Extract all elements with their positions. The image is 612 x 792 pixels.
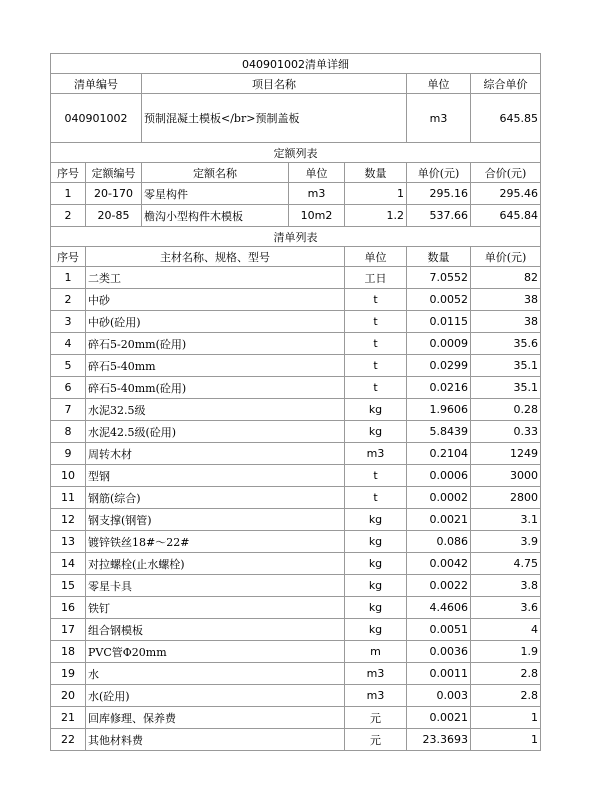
material-name: 水	[86, 663, 345, 685]
material-unit: 工日	[345, 267, 407, 289]
material-price: 38	[471, 289, 541, 311]
material-qty: 0.086	[407, 531, 471, 553]
material-idx: 13	[51, 531, 86, 553]
material-price: 1.9	[471, 641, 541, 663]
material-row	[51, 619, 541, 641]
quota-header-name: 定额名称	[142, 163, 289, 183]
table-body	[51, 54, 541, 751]
quota-unit: 10m2	[289, 205, 345, 227]
quota-row	[51, 183, 541, 205]
material-qty: 0.0036	[407, 641, 471, 663]
material-price: 35.6	[471, 333, 541, 355]
header-price: 综合单价	[471, 74, 541, 94]
material-qty: 0.0115	[407, 311, 471, 333]
material-idx: 21	[51, 707, 86, 729]
material-unit: t	[345, 465, 407, 487]
material-price: 3.1	[471, 509, 541, 531]
material-row	[51, 531, 541, 553]
material-price: 4.75	[471, 553, 541, 575]
material-section-row	[51, 227, 541, 247]
quota-total: 295.46	[471, 183, 541, 205]
material-idx: 19	[51, 663, 86, 685]
material-row	[51, 575, 541, 597]
material-qty: 0.2104	[407, 443, 471, 465]
material-unit: t	[345, 311, 407, 333]
material-qty: 4.4606	[407, 597, 471, 619]
material-name: 水泥32.5级	[86, 399, 345, 421]
header-name: 项目名称	[142, 74, 407, 94]
material-unit: kg	[345, 597, 407, 619]
item-code: 040901002	[51, 94, 142, 143]
material-price: 1249	[471, 443, 541, 465]
material-price: 2.8	[471, 685, 541, 707]
material-name: 周转木材	[86, 443, 345, 465]
material-idx: 15	[51, 575, 86, 597]
material-idx: 14	[51, 553, 86, 575]
material-unit: kg	[345, 509, 407, 531]
quota-row	[51, 205, 541, 227]
material-name: 水泥42.5级(砼用)	[86, 421, 345, 443]
quota-header-price: 单价(元)	[407, 163, 471, 183]
material-row	[51, 663, 541, 685]
material-name: PVC管Φ20mm	[86, 641, 345, 663]
title-row	[51, 54, 541, 74]
material-idx: 7	[51, 399, 86, 421]
material-unit: m3	[345, 443, 407, 465]
material-qty: 5.8439	[407, 421, 471, 443]
material-name: 对拉螺栓(止水螺栓)	[86, 553, 345, 575]
material-price: 1	[471, 707, 541, 729]
quota-qty: 1.2	[345, 205, 407, 227]
material-price: 4	[471, 619, 541, 641]
material-idx: 11	[51, 487, 86, 509]
material-row	[51, 443, 541, 465]
material-price: 38	[471, 311, 541, 333]
material-qty: 0.0042	[407, 553, 471, 575]
material-name: 碎石5-40mm	[86, 355, 345, 377]
quota-section-row	[51, 143, 541, 163]
item-name: 预制混凝土模板</br>预制盖板	[142, 94, 407, 143]
material-row	[51, 267, 541, 289]
material-row	[51, 487, 541, 509]
material-header-qty: 数量	[407, 247, 471, 267]
material-unit: t	[345, 487, 407, 509]
material-idx: 2	[51, 289, 86, 311]
material-name: 组合钢模板	[86, 619, 345, 641]
material-unit: kg	[345, 421, 407, 443]
material-unit: t	[345, 355, 407, 377]
material-idx: 22	[51, 729, 86, 751]
material-row	[51, 729, 541, 751]
quota-name: 零星构件	[142, 183, 289, 205]
material-qty: 0.0011	[407, 663, 471, 685]
material-unit: 元	[345, 729, 407, 751]
material-idx: 9	[51, 443, 86, 465]
material-section-title: 清单列表	[51, 227, 541, 247]
material-qty: 7.0552	[407, 267, 471, 289]
material-name: 回库修理、保养费	[86, 707, 345, 729]
material-idx: 17	[51, 619, 86, 641]
quota-header-row	[51, 163, 541, 183]
material-price: 0.33	[471, 421, 541, 443]
material-qty: 0.0009	[407, 333, 471, 355]
quota-unit: m3	[289, 183, 345, 205]
material-name: 二类工	[86, 267, 345, 289]
header-code: 清单编号	[51, 74, 142, 94]
material-idx: 5	[51, 355, 86, 377]
material-price: 3.8	[471, 575, 541, 597]
material-name: 碎石5-40mm(砼用)	[86, 377, 345, 399]
material-qty: 0.0051	[407, 619, 471, 641]
material-idx: 8	[51, 421, 86, 443]
material-price: 35.1	[471, 377, 541, 399]
quota-section-title: 定额列表	[51, 143, 541, 163]
material-row	[51, 377, 541, 399]
item-unit: m3	[407, 94, 471, 143]
material-qty: 23.3693	[407, 729, 471, 751]
material-idx: 18	[51, 641, 86, 663]
material-header-idx: 序号	[51, 247, 86, 267]
material-row	[51, 355, 541, 377]
material-header-unit: 单位	[345, 247, 407, 267]
quota-code: 20-85	[86, 205, 142, 227]
quota-name: 檐沟小型构件木模板	[142, 205, 289, 227]
material-name: 中砂(砼用)	[86, 311, 345, 333]
quota-code: 20-170	[86, 183, 142, 205]
material-name: 镀锌铁丝18#～22#	[86, 531, 345, 553]
material-qty: 0.0299	[407, 355, 471, 377]
material-price: 0.28	[471, 399, 541, 421]
material-idx: 6	[51, 377, 86, 399]
material-idx: 1	[51, 267, 86, 289]
quota-qty: 1	[345, 183, 407, 205]
material-idx: 4	[51, 333, 86, 355]
material-qty: 1.9606	[407, 399, 471, 421]
item-price: 645.85	[471, 94, 541, 143]
material-row	[51, 553, 541, 575]
material-unit: kg	[345, 399, 407, 421]
table-title: 040901002清单详细	[51, 54, 541, 74]
material-header-name: 主材名称、规格、型号	[86, 247, 345, 267]
material-unit: 元	[345, 707, 407, 729]
material-qty: 0.0021	[407, 707, 471, 729]
material-price: 2800	[471, 487, 541, 509]
material-idx: 3	[51, 311, 86, 333]
quota-price: 537.66	[407, 205, 471, 227]
material-unit: m3	[345, 685, 407, 707]
quota-header-code: 定额编号	[86, 163, 142, 183]
material-unit: m	[345, 641, 407, 663]
quota-header-total: 合价(元)	[471, 163, 541, 183]
material-row	[51, 641, 541, 663]
material-name: 铁钉	[86, 597, 345, 619]
bill-detail-table	[50, 53, 541, 751]
material-row	[51, 311, 541, 333]
material-idx: 16	[51, 597, 86, 619]
material-qty: 0.003	[407, 685, 471, 707]
material-qty: 0.0022	[407, 575, 471, 597]
material-price: 35.1	[471, 355, 541, 377]
material-name: 水(砼用)	[86, 685, 345, 707]
material-row	[51, 421, 541, 443]
material-row	[51, 509, 541, 531]
material-header-row	[51, 247, 541, 267]
quota-header-unit: 单位	[289, 163, 345, 183]
material-name: 其他材料费	[86, 729, 345, 751]
material-row	[51, 597, 541, 619]
material-row	[51, 333, 541, 355]
material-header-price: 单价(元)	[471, 247, 541, 267]
quota-header-idx: 序号	[51, 163, 86, 183]
material-unit: kg	[345, 553, 407, 575]
material-name: 型钢	[86, 465, 345, 487]
bill-header-row	[51, 74, 541, 94]
quota-header-qty: 数量	[345, 163, 407, 183]
material-price: 2.8	[471, 663, 541, 685]
material-qty: 0.0216	[407, 377, 471, 399]
material-idx: 12	[51, 509, 86, 531]
material-unit: kg	[345, 619, 407, 641]
material-qty: 0.0002	[407, 487, 471, 509]
material-idx: 10	[51, 465, 86, 487]
material-row	[51, 399, 541, 421]
material-qty: 0.0006	[407, 465, 471, 487]
material-row	[51, 685, 541, 707]
material-unit: t	[345, 333, 407, 355]
material-price: 3000	[471, 465, 541, 487]
material-name: 钢支撑(钢管)	[86, 509, 345, 531]
bill-item-row	[51, 94, 541, 143]
material-price: 3.9	[471, 531, 541, 553]
quota-price: 295.16	[407, 183, 471, 205]
material-unit: m3	[345, 663, 407, 685]
quota-idx: 2	[51, 205, 86, 227]
material-name: 中砂	[86, 289, 345, 311]
material-row	[51, 465, 541, 487]
material-qty: 0.0021	[407, 509, 471, 531]
material-row	[51, 289, 541, 311]
material-unit: kg	[345, 575, 407, 597]
material-unit: t	[345, 289, 407, 311]
material-unit: t	[345, 377, 407, 399]
material-idx: 20	[51, 685, 86, 707]
header-unit: 单位	[407, 74, 471, 94]
material-name: 零星卡具	[86, 575, 345, 597]
material-unit: kg	[345, 531, 407, 553]
quota-total: 645.84	[471, 205, 541, 227]
material-row	[51, 707, 541, 729]
material-price: 82	[471, 267, 541, 289]
material-name: 钢筋(综合)	[86, 487, 345, 509]
material-name: 碎石5-20mm(砼用)	[86, 333, 345, 355]
material-qty: 0.0052	[407, 289, 471, 311]
material-price: 1	[471, 729, 541, 751]
quota-idx: 1	[51, 183, 86, 205]
material-price: 3.6	[471, 597, 541, 619]
